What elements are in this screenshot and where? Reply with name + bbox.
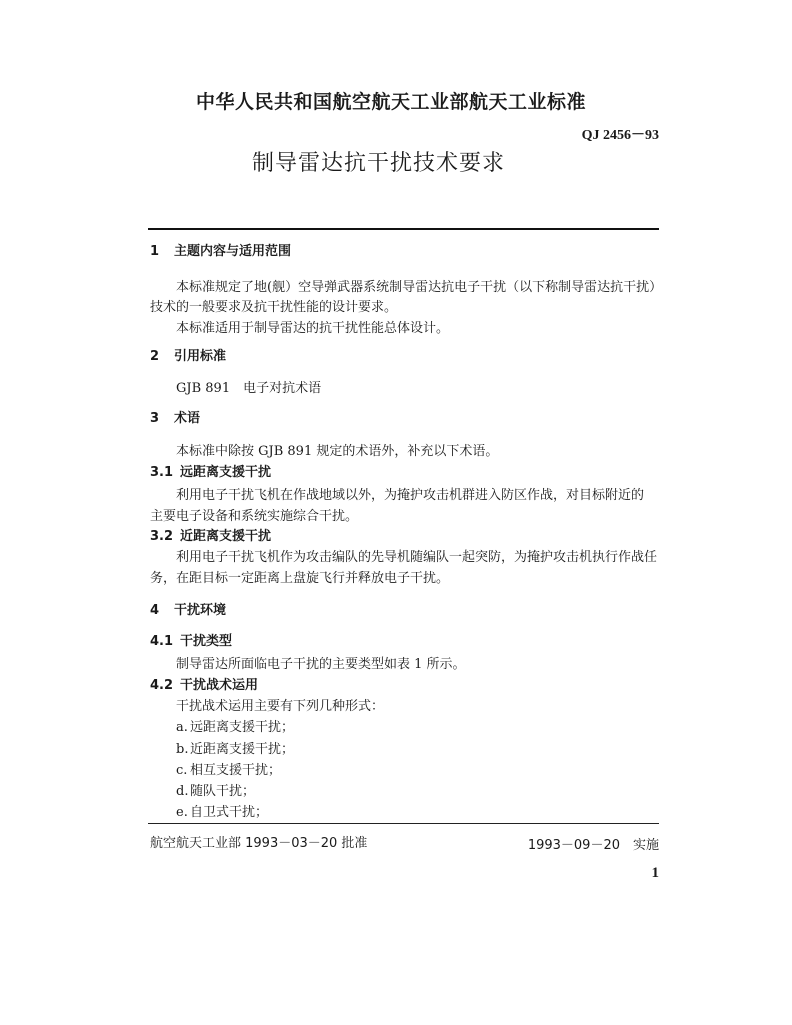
paragraph-line: 务，在距目标一定距离上盘旋飞行并释放电子干扰。 <box>150 571 450 586</box>
issuing-organization: 中华人民共和国航空航天工业部航天工业标准 <box>196 91 587 113</box>
list-text: 随队干扰； <box>190 784 256 799</box>
subsection-3-2-heading <box>150 525 271 544</box>
list-item <box>176 780 255 799</box>
subsection-4-2-heading <box>150 674 258 693</box>
paragraph-line: 本标准中除按 GJB 891 规定的术语外，补充以下术语。 <box>176 444 499 459</box>
list-marker: d. <box>176 784 189 799</box>
paragraph-line: 干扰战术运用主要有下列几种形式： <box>176 699 385 714</box>
paragraph-line: 主要电子设备和系统实施综合干扰。 <box>150 509 359 524</box>
subsection-number: 4.2 <box>150 678 174 693</box>
list-item <box>176 738 294 757</box>
section-1-heading <box>150 240 291 259</box>
document-title: 制导雷达抗干扰技术要求 <box>252 151 506 176</box>
page-number: 1 <box>651 865 659 881</box>
section-number: 2 <box>150 349 160 364</box>
list-item <box>176 801 268 820</box>
section-number: 3 <box>150 411 160 426</box>
list-item <box>176 759 281 778</box>
paragraph-line: 利用电子干扰飞机在作战地域以外，为掩护攻击机群进入防区作战，对目标附近的 <box>176 488 645 503</box>
paragraph-line: 技术的一般要求及抗干扰性能的设计要求。 <box>150 300 398 315</box>
subsection-title: 干扰战术运用 <box>180 678 259 693</box>
list-marker: e. <box>176 805 188 820</box>
paragraph-line: 本标准规定了地(舰）空导弹武器系统制导雷达抗电子干扰（以下称制导雷达抗干扰） <box>176 280 663 295</box>
section-4-heading <box>150 599 226 618</box>
header-divider <box>148 228 659 230</box>
effective-date: 1993－09－20 实施 <box>527 838 659 853</box>
approval-statement: 航空航天工业部 1993－03－20 批准 <box>150 836 368 851</box>
list-text: 近距离支援干扰； <box>190 742 295 757</box>
section-title: 引用标准 <box>174 349 227 364</box>
section-3-heading <box>150 407 200 426</box>
standard-number: QJ 2456－93 <box>581 128 659 143</box>
section-title: 术语 <box>174 411 201 426</box>
section-2-heading <box>150 345 226 364</box>
section-title: 主题内容与适用范围 <box>174 244 292 259</box>
section-number: 4 <box>150 603 160 618</box>
paragraph-line: 利用电子干扰飞机作为攻击编队的先导机随编队一起突防，为掩护攻击机执行作战任 <box>176 550 658 565</box>
section-number: 1 <box>150 244 160 259</box>
list-marker: c. <box>176 763 188 778</box>
subsection-title: 远距离支援干扰 <box>180 465 272 480</box>
subsection-title: 近距离支援干扰 <box>180 529 272 544</box>
subsection-3-1-heading <box>150 461 271 480</box>
list-marker: a. <box>176 720 188 735</box>
subsection-number: 4.1 <box>150 634 174 649</box>
subsection-number: 3.1 <box>150 465 174 480</box>
list-item <box>176 716 294 735</box>
list-text: 远距离支援干扰； <box>190 720 295 735</box>
subsection-title: 干扰类型 <box>180 634 233 649</box>
subsection-4-1-heading <box>150 630 232 649</box>
footer-divider <box>148 823 659 824</box>
paragraph-line: 制导雷达所面临电子干扰的主要类型如表 1 所示。 <box>176 657 466 672</box>
section-title: 干扰环境 <box>174 603 227 618</box>
list-text: 自卫式干扰； <box>190 805 269 820</box>
list-text: 相互支援干扰； <box>190 763 282 778</box>
reference-standard: GJB 891 电子对抗术语 <box>176 381 322 396</box>
list-marker: b. <box>176 742 189 757</box>
subsection-number: 3.2 <box>150 529 174 544</box>
paragraph-line: 本标准适用于制导雷达的抗干扰性能总体设计。 <box>176 321 450 336</box>
